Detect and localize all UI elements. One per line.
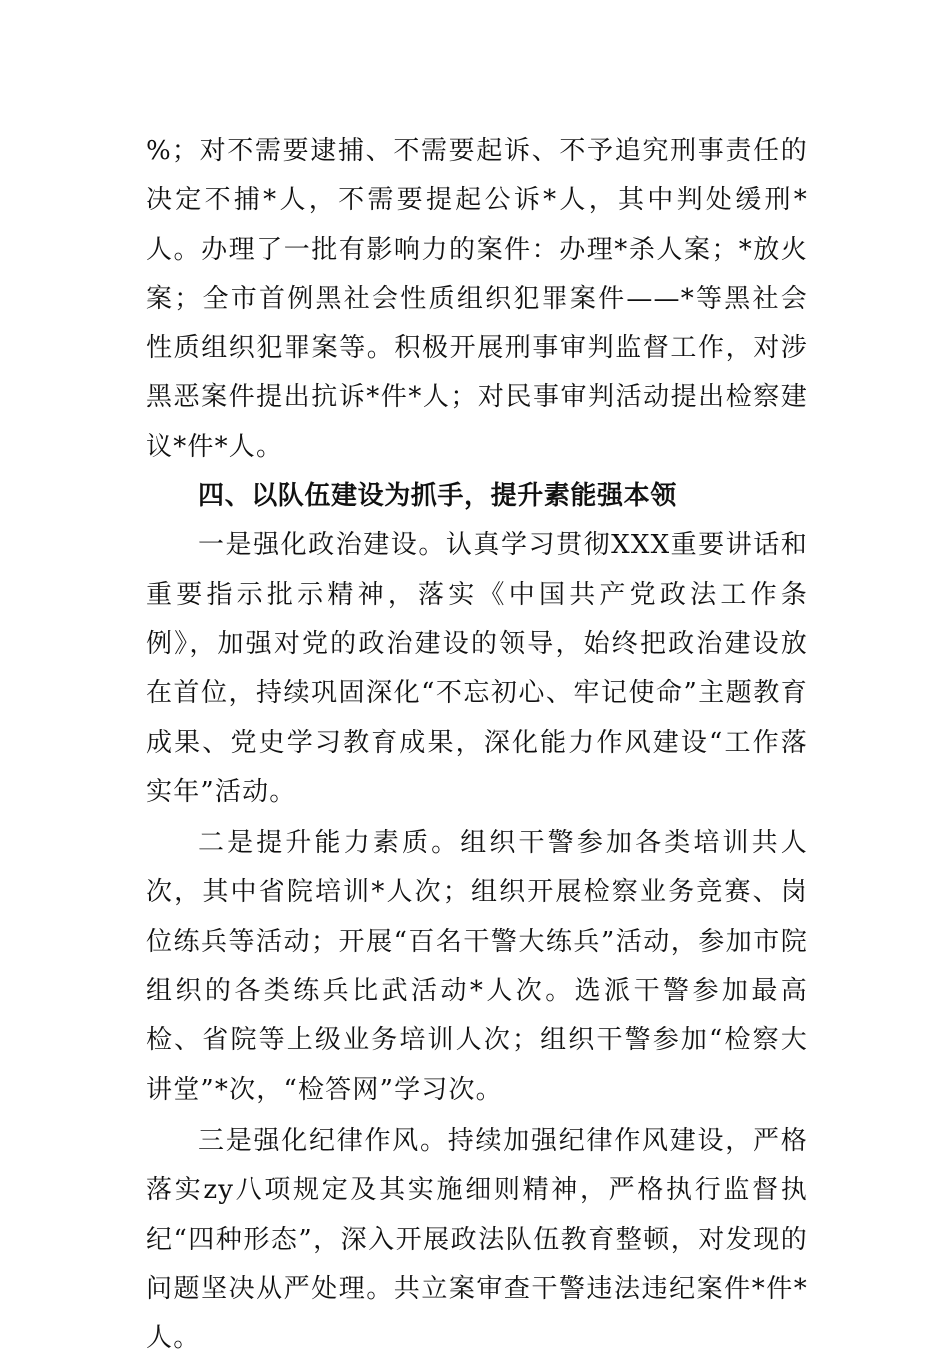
paragraph-discipline-style: 三是强化纪律作风。持续加强纪律作风建设，严格落实zy八项规定及其实施细则精神，严格执行监督执纪“四种形态”，深入开展政法队伍教育整顿，对发现的问题坚决从严处理。共立案审查干警违法违纪案件*件*人。 (146, 1125, 808, 1354)
section-heading-team-building: 四、以队伍建设为抓手，提升素能强本领 (198, 481, 677, 512)
document-body (146, 127, 808, 1363)
paragraph-ability-quality: 二是提升能力素质。组织干警参加各类培训共人次，其中省院培训*人次；组织开展检察业务竞赛、岗位练兵等活动；开展“百名干警大练兵”活动，参加市院组织的各类练兵比武活动*人次。选派干警参加最高检、省院等上级业务培训人次；组织干警参加“检察大讲堂”*次，“检答网”学习次。 (146, 828, 808, 1105)
paragraph-case-handling: %；对不需要逮捕、不需要起诉、不予追究刑事责任的决定不捕*人，不需要提起公诉*人，其中判处缓刑*人。办理了一批有影响力的案件：办理*杀人案；*放火案；全市首例黑社会性质组织犯罪案件——*等黑社会性质组织犯罪案等。积极开展刑事审判监督工作，对涉黑恶案件提出抗诉*件*人；对民事审判活动提出检察建议*件*人。 (146, 136, 808, 462)
paragraph-political-building: 一是强化政治建设。认真学习贯彻XXX重要讲话和重要指示批示精神，落实《中国共产党政法工作条例》，加强对党的政治建设的领导，始终把政治建设放在首位，持续巩固深化“不忘初心、牢记使命”主题教育成果、党史学习教育成果，深化能力作风建设“工作落实年”活动。 (146, 530, 808, 807)
